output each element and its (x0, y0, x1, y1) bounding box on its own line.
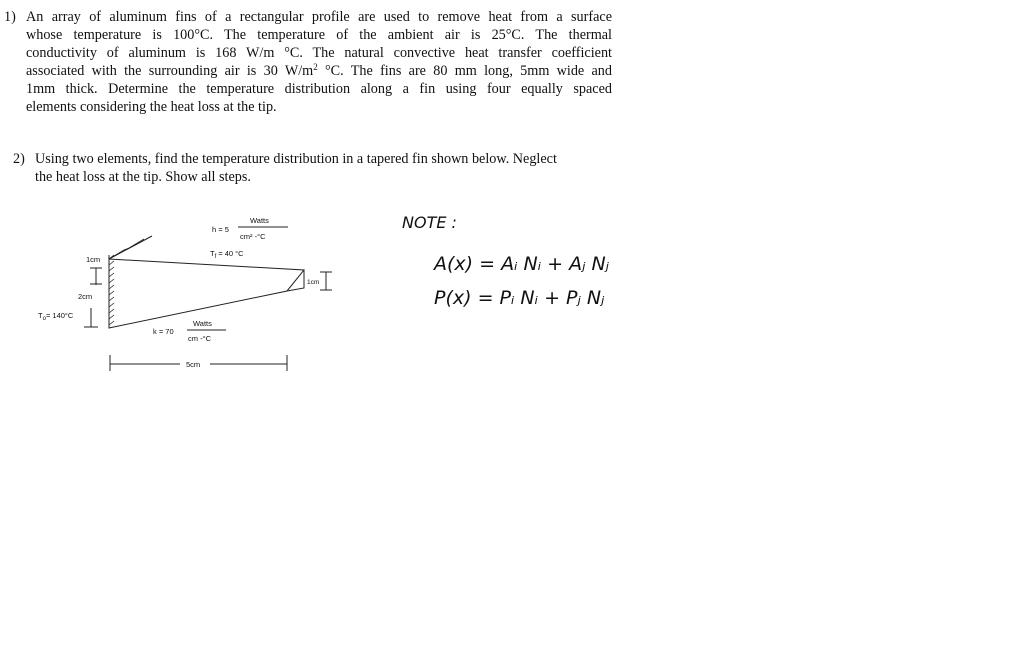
fin-perspective-top (109, 236, 152, 259)
problem-1-line-6: elements considering the heat loss at the tip. (26, 98, 277, 115)
h-unit-denominator: cm² -°C (240, 232, 266, 241)
base-height-label: 2cm (78, 292, 93, 301)
length-label: 5cm (186, 360, 201, 369)
superscript-2: 2 (313, 61, 318, 72)
problem-1-number: 1) (4, 9, 16, 25)
problem-1-line-2: whose temperature is 100°C. The temperature of the ambient air is 25°C. The thermal (26, 26, 612, 43)
problem-1-line-5: 1mm thick. Determine the temperature distribution along a fin using four equally spaced (26, 80, 612, 97)
problem-2-line-1: Using two elements, find the temperature distribution in a tapered fin shown below. Neglect (35, 151, 557, 167)
problem-1-line-4b: °C. The fins are 80 mm long, 5mm wide and (317, 62, 612, 79)
problem-2-line-2: the heat loss at the tip. Show all steps. (35, 168, 251, 185)
fin-outline (109, 259, 304, 328)
note-equation-perimeter: P(x) = Pᵢ Nᵢ + Pⱼ Nⱼ (434, 287, 605, 309)
h-label: h = 5 (212, 225, 229, 234)
problem-2-number: 2) (13, 151, 25, 167)
problem-1-line-3: conductivity of aluminum is 168 W/m °C. The natural convective heat transfer coefficient (26, 44, 612, 61)
left-thickness-label: 1cm (86, 255, 101, 264)
k-unit-numerator: Watts (193, 319, 212, 328)
h-unit-numerator: Watts (250, 216, 269, 225)
problem-1-line-4a: associated with the surrounding air is 30 W/m (26, 62, 314, 79)
t0-label: $T_o= 140^\circ C$ (38, 311, 74, 322)
problem-1-line-1: An array of aluminum fins of a rectangular profile are used to remove heat from a surface (26, 9, 612, 25)
note-title: NOTE : (402, 213, 457, 232)
wall-hatch (109, 255, 114, 325)
note-equation-area: A(x) = Aᵢ Nᵢ + Aⱼ Nⱼ (434, 253, 609, 275)
tip-thickness-label: 1cm (307, 279, 320, 286)
k-unit-denominator: cm -°C (188, 334, 211, 343)
k-label: k = 70 (153, 327, 174, 336)
tf-label: $T_f = 40$ °C (210, 249, 244, 260)
